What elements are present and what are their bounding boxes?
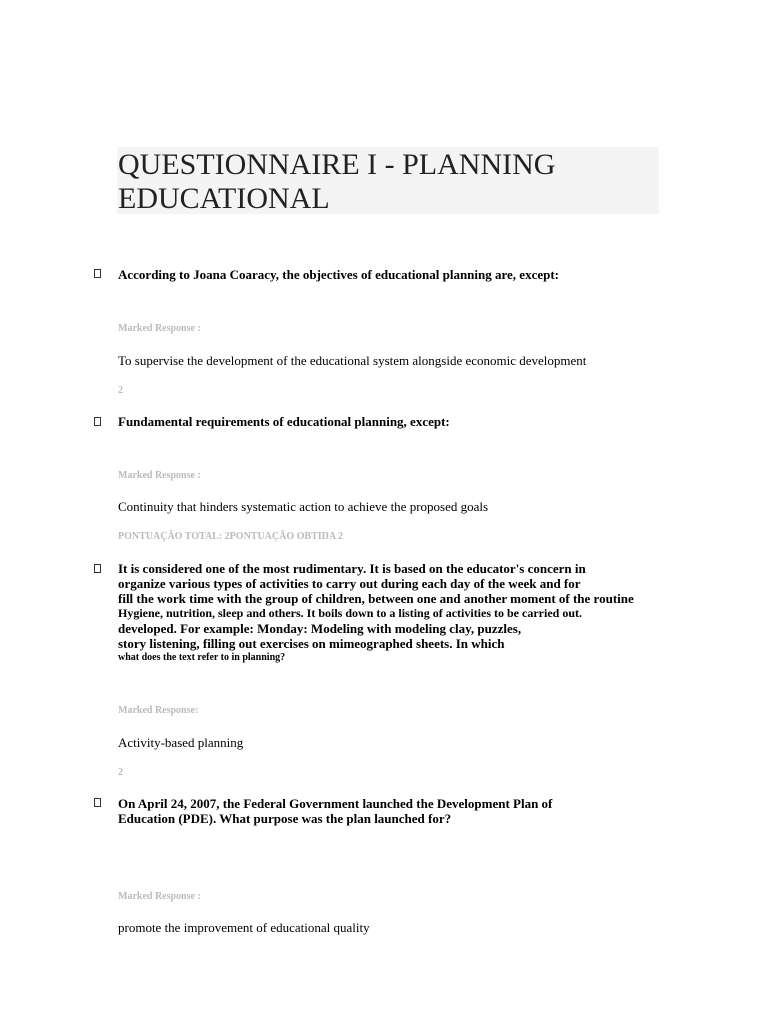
answer-3: Activity-based planning xyxy=(118,735,244,750)
question-line: developed. For example: Monday: Modeling with modeling clay, puzzles, xyxy=(118,621,522,636)
question-line: It is considered one of the most rudimentary. It is based on the educator's concern in xyxy=(118,561,586,576)
answer-1: To supervise the development of the educational system alongside economic development xyxy=(118,353,587,368)
question-line: Fundamental requirements of educational planning, except: xyxy=(118,414,450,429)
question-line: organize various types of activities to carry out during each day of the week and for xyxy=(118,576,581,591)
marked-response-label: Marked Response : xyxy=(118,470,201,481)
page-title: QUESTIONNAIRE I - PLANNING EDUCATIONAL xyxy=(118,148,556,215)
question-line: Hygiene, nutrition, sleep and others. It boils down to a listing of activities to be carried out. xyxy=(118,606,582,620)
score-3: 2 xyxy=(118,767,123,778)
question-line: story listening, filling out exercises on mimeographed sheets. In which xyxy=(118,636,505,651)
checkbox-icon xyxy=(94,417,101,426)
question-line: On April 24, 2007, the Federal Government launched the Development Plan of xyxy=(118,796,553,811)
question-line: fill the work time with the group of children, between one and another moment of the routine xyxy=(118,591,634,606)
score-1: 2 xyxy=(118,385,123,396)
question-line: According to Joana Coaracy, the objectives of educational planning are, except: xyxy=(118,267,559,282)
question-1 xyxy=(118,267,658,282)
question-line: what does the text refer to in planning? xyxy=(118,652,286,663)
score-2: PONTUAÇÃO TOTAL: 2PONTUAÇÃO OBTIDA 2 xyxy=(118,531,344,542)
answer-2: Continuity that hinders systematic action to achieve the proposed goals xyxy=(118,499,489,514)
marked-response-label: Marked Response : xyxy=(118,323,201,334)
checkbox-icon xyxy=(94,269,101,278)
question-4 xyxy=(118,796,658,826)
marked-response-label: Marked Response: xyxy=(118,705,199,716)
answer-4: promote the improvement of educational quality xyxy=(118,920,370,935)
question-3 xyxy=(118,561,658,664)
question-2 xyxy=(118,414,658,429)
checkbox-icon xyxy=(94,564,101,573)
checkbox-icon xyxy=(94,798,101,807)
marked-response-label: Marked Response : xyxy=(118,891,201,902)
question-line: Education (PDE). What purpose was the plan launched for? xyxy=(118,811,452,826)
